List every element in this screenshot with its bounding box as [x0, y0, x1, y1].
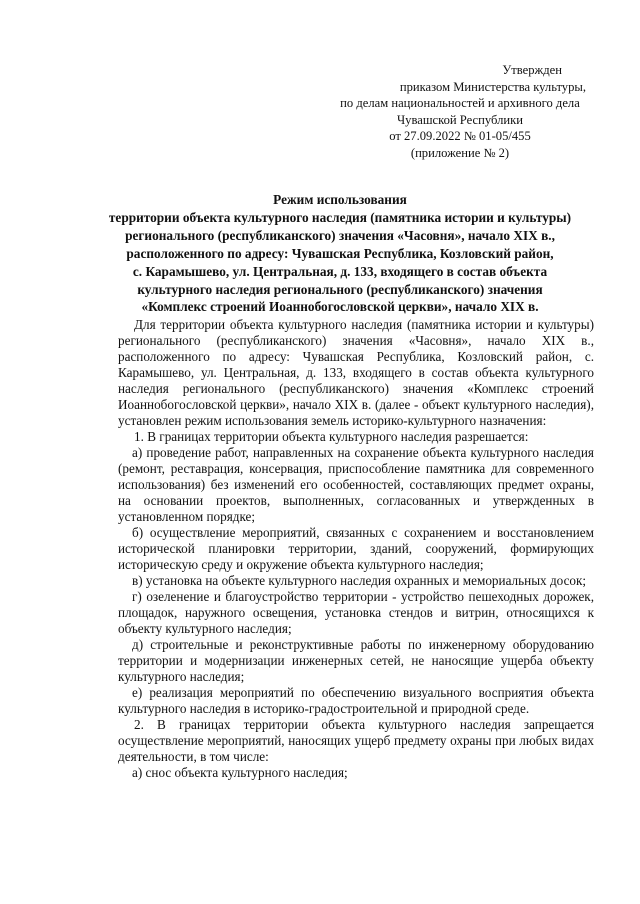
approval-line: приказом Министерства культуры, [399, 79, 586, 94]
approval-line: Чувашской Республики [397, 112, 523, 127]
list-item-v: в) установка на объекте культурного наследия охранных и мемориальных досок; [132, 573, 587, 588]
intro-paragraph: Для территории объекта культурного наследия (памятника истории и культуры) регионального (республиканского) значения «Часовня», начало XIX в., расположенного по адресу: Чувашская Республика, Козловский район, с. Карамышево, ул. Центральная, д. 133, входящего в состав объекта культурного наследия регионального (республиканского) значения «Комплекс строений Иоаннобогословской церкви», начало XIX в. (далее - объект культурного наследия), установлен режим использования земель историко-культурного назначения: [118, 317, 594, 428]
title-line: Режим использования [273, 192, 407, 207]
list-item-a-section-2: а) снос объекта культурного наследия; [132, 765, 348, 780]
list-item-g: г) озеленение и благоустройство территории - устройство пешеходных дорожек, площадок, наружного освещения, установка стендов и витрин, относящихся к объекту культурного наследия; [118, 589, 594, 636]
list-item-a: а) проведение работ, направленных на сохранение объекта культурного наследия (ремонт, реставрация, консервация, приспособление памятника для современного использования) без изменений его особенностей, составляющих предмет охраны, на основании проектов, выполненных, согласованных и утвержденных в установленном порядке; [118, 445, 594, 524]
title-line: культурного наследия регионального (республиканского) значения [137, 281, 543, 297]
list-item-b: б) осуществление мероприятий, связанных с сохранением и восстановлением исторической планировки территории, зданий, сооружений, формирующих историческую среду и окружение объекта культурного наследия; [118, 525, 594, 572]
title-line: «Комплекс строений Иоаннобогословской церкви», начало XIX в. [141, 299, 539, 315]
document-body [118, 317, 594, 781]
approval-block [300, 62, 620, 162]
list-item-e: е) реализация мероприятий по обеспечению визуального восприятия объекта культурного наследия в историко-градостроительной и природной среде. [118, 685, 594, 716]
title-line: регионального (республиканского) значения «Часовня», начало XIX в., [125, 227, 555, 243]
title-line: расположенного по адресу: Чувашская Республика, Козловский район, [126, 245, 554, 261]
approval-line: по делам национальностей и архивного дела [340, 96, 580, 111]
title-line: с. Карамышево, ул. Центральная, д. 133, входящего в состав объекта [132, 263, 548, 279]
title-line: территории объекта культурного наследия (памятника истории и культуры) [108, 209, 572, 225]
section-2-paragraph: 2. В границах территории объекта культурного наследия запрещается осуществление мероприятий, наносящих ущерб предмету охраны при любых видах деятельности, в том числе: [118, 717, 594, 764]
document-title [70, 191, 610, 316]
list-item-d: д) строительные и реконструктивные работы по инженерному оборудованию территории и модернизации инженерных сетей, не наносящие ущерба объекту культурного наследия; [118, 637, 594, 684]
approval-line: (приложение № 2) [410, 145, 510, 160]
section-1-heading: 1. В границах территории объекта культурного наследия разрешается: [134, 429, 529, 444]
approval-line: Утвержден [502, 63, 562, 77]
approval-line: от 27.09.2022 № 01-05/455 [389, 129, 531, 144]
